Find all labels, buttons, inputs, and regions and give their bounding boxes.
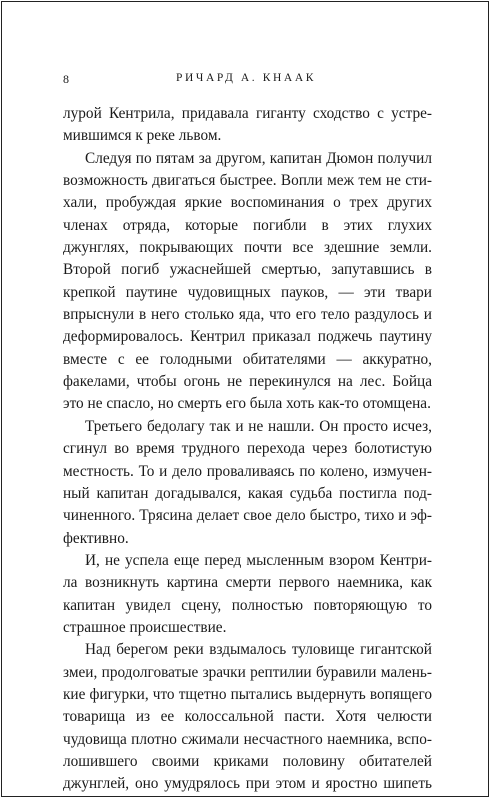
- page-number: 8: [63, 72, 70, 86]
- paragraph: лурой Кентрила, придавала гиганту сходство с устремившимся к реке львом.: [63, 105, 432, 145]
- paragraph: Над берегом реки вздымалось туловище гигантской змеи, продолговатые зрачки рептилии буравили маленькие фигурки, что тщетно пытались выдернуть вопящего товарища из ее колоссальной пасти. Хотя челюсти чудовища плотно сжимали несчастного наемника, всполошившего своими криками половину обитателей джунглей, оно умудрялось при этом и яростно шипеть: [63, 641, 432, 793]
- paragraph: И, не успела еще перед мысленным взором Кентрила возникнуть картина смерти первого наемника, как капитан увидел сцену, полностью повторяющую то страшное происшествие.: [63, 551, 432, 636]
- running-header: РИЧАРД А. КНААК: [175, 72, 317, 84]
- body-text: [63, 103, 432, 796]
- paragraph: Следуя по пятам за другом, капитан Дюмон получил возможность двигаться быстрее. Вопли меж тем не стихали, пробуждая яркие воспоминания о трех других членах отряда, которые погибли в этих глухих джунглях, покрывающих почти все здешние земли. Второй погиб ужаснейшей смертью, запутавшись в крепкой паутине чудовищных пауков, — эти твари впрыснули в него столько яда, что его тело раздулось и деформировалось. Кентрил приказал поджечь паутину вместе с ее голодными обитателями — аккуратно, факелами, чтобы огонь не перекинулся на лес. Бойца это не спасло, но смерть его была хоть как-то отомщена.: [63, 149, 432, 413]
- paragraph: Третьего бедолагу так и не нашли. Он просто исчез, сгинул во время трудного перехода через болотистую местность. То и дело проваливаясь по колено, измученный капитан догадывался, какая судьба постигла подчиненного. Трясина делает свое дело быстро, тихо и эффективно.: [63, 417, 432, 547]
